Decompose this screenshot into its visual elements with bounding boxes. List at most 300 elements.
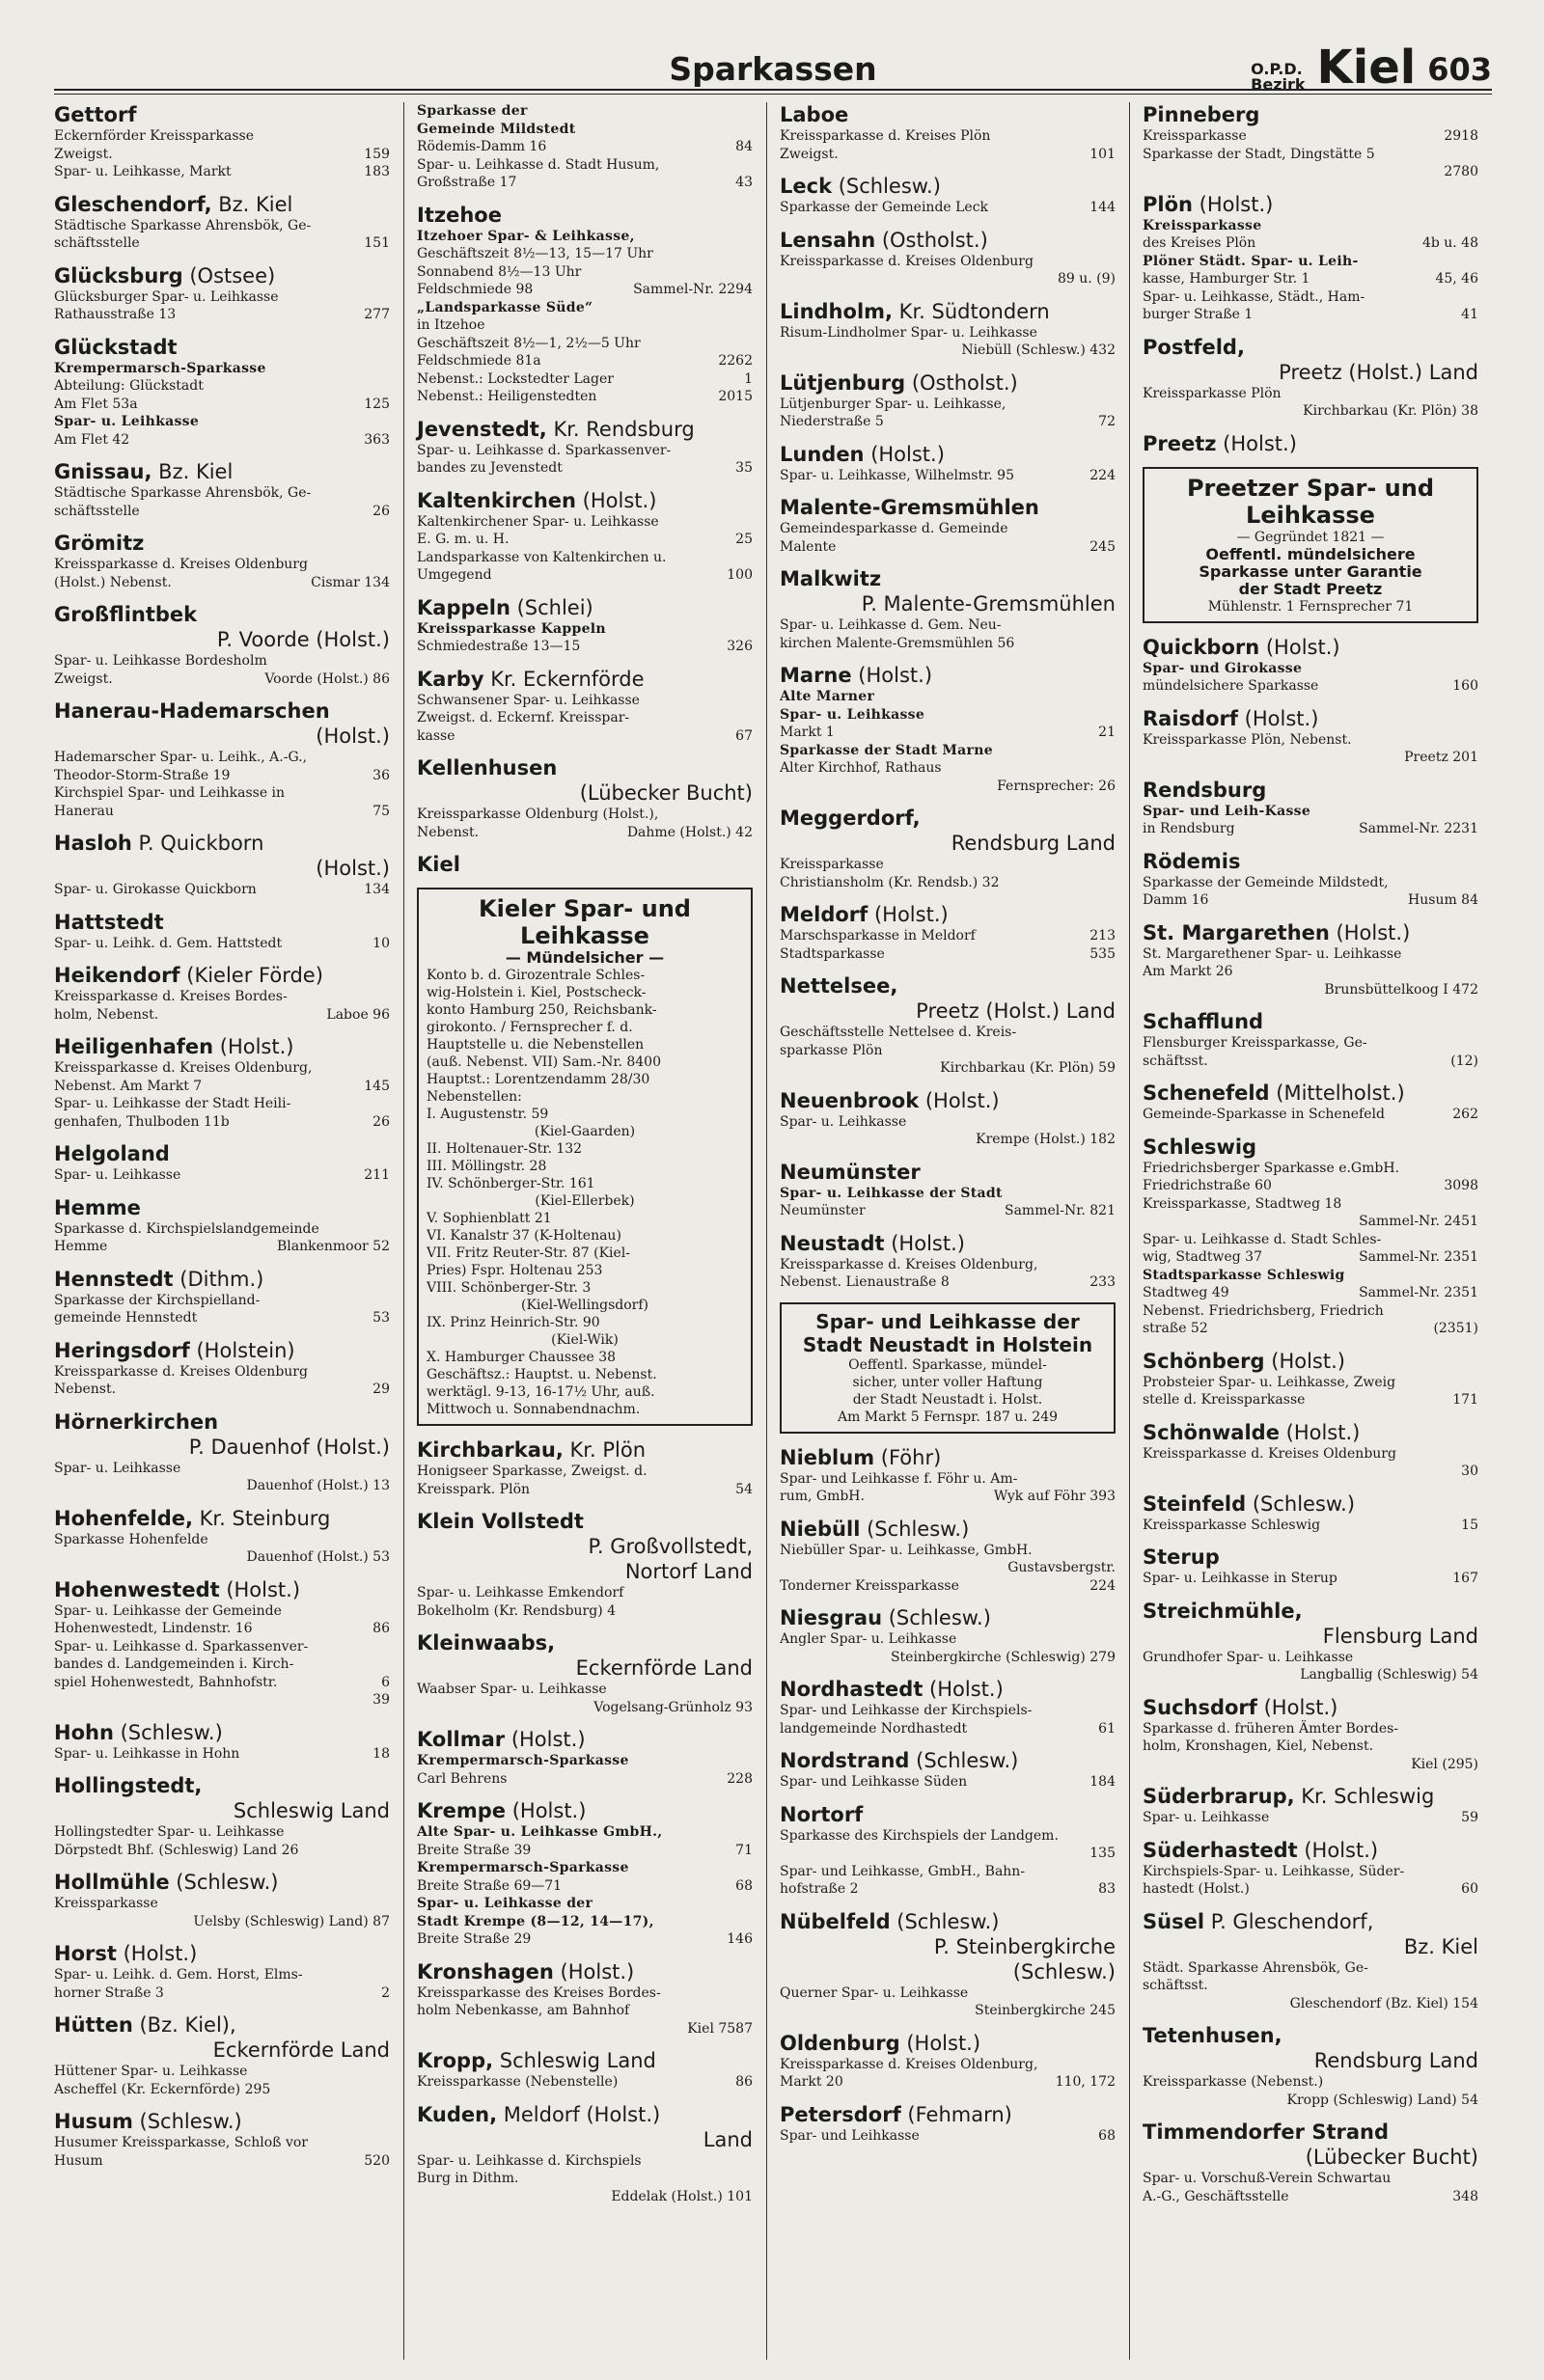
directory-entry — [54, 102, 390, 181]
directory-entry — [54, 263, 390, 324]
bank-listing-line — [780, 199, 1116, 217]
advertisement-line — [1152, 581, 1469, 598]
advertisement-box-entry — [1143, 467, 1478, 623]
bank-text: Christiansholm (Kr. Rendsb.) 32 — [780, 874, 1000, 890]
place-heading — [1143, 102, 1478, 127]
directory-entry — [780, 663, 1116, 795]
directory-entry — [780, 2031, 1116, 2092]
bank-text: Spar- u. Leihkasse d. Sparkassenver- — [417, 442, 672, 458]
phone-number: 101 — [1089, 146, 1116, 162]
bank-listing-line — [54, 670, 390, 689]
bank-listing-line — [54, 1966, 390, 1984]
place-qualifier: (Ostholst.) — [875, 228, 988, 252]
page-title: Sparkassen — [669, 50, 877, 88]
phone-number: 72 — [1098, 414, 1116, 429]
bank-listing-line — [1143, 660, 1478, 678]
place-qualifier: (Schlesw.) — [113, 1720, 223, 1744]
place-heading — [54, 963, 390, 988]
place-heading — [1143, 778, 1478, 803]
bank-listing-line — [54, 396, 390, 414]
bank-listing-line — [417, 1752, 753, 1770]
place-name: Hennstedt — [54, 1267, 174, 1291]
place-heading — [780, 1160, 1116, 1185]
place-qualifier: (Holst.) — [1256, 1695, 1338, 1719]
bank-text: Glücksburger Spar- u. Leihkasse — [54, 288, 279, 305]
advertisement-line — [427, 1279, 743, 1297]
advertisement-line — [789, 1409, 1106, 1426]
bank-listing-line — [1143, 253, 1478, 271]
directory-entry — [1143, 1545, 1478, 1588]
phone-number: 183 — [364, 164, 390, 179]
bank-text: kasse, Hamburger Str. 1 — [1143, 271, 1310, 287]
advertisement-text: — Gegründet 1821 — — [1236, 529, 1385, 545]
place-name: Hattstedt — [54, 910, 164, 934]
bank-text: schäftsst. — [1143, 1978, 1208, 1993]
directory-entry — [780, 1160, 1116, 1220]
advertisement-line — [1152, 598, 1469, 616]
bank-listing-line — [417, 806, 753, 824]
bank-text: horner Straße 3 — [54, 1984, 164, 2001]
advertisement-box-entry — [780, 1302, 1116, 1434]
advertisement-text: girokonto. / Fernsprecher f. d. — [427, 1020, 633, 1035]
advertisement-text: (Kiel-Gaarden) — [534, 1124, 636, 1139]
bank-listing-line — [54, 1531, 390, 1549]
bank-listing-line — [1143, 1570, 1478, 1588]
bank-text: Kirchspiels-Spar- u. Leihkasse, Süder- — [1143, 1863, 1405, 1879]
place-qualifier: (Ostsee) — [182, 263, 276, 287]
place-name: Oldenburg — [780, 2031, 900, 2055]
bank-text: Kreissparkasse d. Kreises Oldenburg, — [780, 2056, 1038, 2072]
place-heading — [780, 370, 1116, 396]
bank-listing-line — [780, 538, 1116, 557]
bank-listing-line — [1143, 306, 1478, 324]
place-qualifier: (Dithm.) — [173, 1267, 264, 1291]
bank-listing-line — [1143, 402, 1478, 421]
bank-text: Feldschmiede 98 — [417, 282, 534, 297]
place-postal-area: P. Malente-Gremsmühlen — [861, 592, 1116, 616]
bank-listing-line — [417, 549, 753, 567]
bank-listing-line — [780, 1113, 1116, 1132]
place-heading — [54, 831, 390, 881]
place-qualifier: Schleswig Land — [493, 2049, 656, 2072]
bank-text: (Holst.) Nebenst. — [54, 574, 172, 590]
place-qualifier: (Schlei) — [510, 595, 593, 619]
bank-text: Kreissparkasse d. Kreises Oldenburg — [780, 253, 1034, 269]
bank-text: Spar- u. Leihkasse der Gemeinde — [54, 1602, 282, 1619]
bank-listing-line — [54, 652, 390, 670]
bank-listing-line — [417, 245, 753, 263]
phone-number: 35 — [735, 460, 753, 476]
bank-listing-line — [54, 1913, 390, 1931]
bank-text: Kreissparkasse — [1143, 128, 1247, 144]
place-qualifier: Kr. Schleswig — [1294, 1785, 1435, 1808]
bank-text: wig, Stadtweg 37 — [1143, 1249, 1262, 1265]
place-name: Kappeln — [417, 595, 510, 619]
bank-text: Malente — [780, 538, 837, 555]
bank-listing-line — [1143, 945, 1478, 964]
bank-text: Kreissparkasse d. Kreises Oldenburg, — [780, 1256, 1038, 1272]
place-qualifier: Kr. Rendsburg — [546, 417, 695, 441]
bank-text: Kreissparkasse d. Kreises Oldenburg, — [54, 1060, 313, 1076]
bank-text: Kreissparkasse d. Kreises Oldenburg — [54, 1363, 308, 1380]
bank-text: Sparkasse d. Kirchspielslandgemeinde — [54, 1220, 319, 1237]
bank-listing-line — [417, 299, 753, 317]
column-1 — [54, 102, 390, 2180]
place-heading — [54, 459, 390, 484]
advertisement-title: Preetzer Spar- und Leihkasse — [1186, 474, 1435, 529]
place-heading — [1143, 1009, 1478, 1034]
place-heading — [417, 417, 753, 442]
bank-listing-line — [780, 342, 1116, 360]
bank-text: Hademarscher Spar- u. Leihk., A.-G., — [54, 750, 308, 765]
bank-listing-line — [780, 2002, 1116, 2020]
place-heading — [780, 566, 1116, 616]
phone-number: Sammel-Nr. 2451 — [1359, 1214, 1478, 1229]
advertisement-text: IV. Schönberger-Str. 161 — [427, 1176, 595, 1191]
directory-entry — [54, 335, 390, 450]
bank-text: Spar- u. Leihkasse — [780, 706, 925, 723]
place-heading — [417, 1630, 753, 1681]
bank-text: Sparkasse der Stadt, Dingstätte 5 — [1143, 146, 1375, 162]
bank-listing-line — [417, 335, 753, 353]
place-heading — [54, 102, 390, 127]
bank-listing-line — [780, 1185, 1116, 1203]
phone-number: Dahme (Holst.) 42 — [626, 824, 753, 840]
bank-text: Sparkasse der Stadt Marne — [780, 742, 993, 758]
bank-text: Itzehoer Spar- & Leihkasse, — [417, 228, 635, 244]
bank-text: Neumünster — [780, 1203, 866, 1218]
bank-text: St. Margarethener Spar- u. Leihkasse — [1143, 945, 1402, 962]
bank-text: Geschäftszeit 8½—13, 15—17 Uhr — [417, 246, 653, 261]
place-postal-area-2: Nortorf Land — [624, 1560, 753, 1583]
bank-listing-line — [1143, 891, 1478, 910]
bank-text: A.-G., Geschäftsstelle — [1143, 2188, 1289, 2204]
place-name: Helgoland — [54, 1142, 170, 1165]
directory-entry — [1143, 1081, 1478, 1124]
bank-text: landgemeinde Nordhastedt — [780, 1720, 968, 1737]
bank-text: in Rendsburg — [1143, 821, 1235, 836]
bank-listing-line — [417, 824, 753, 842]
place-heading — [54, 698, 390, 749]
place-name: Hohenfelde, — [54, 1506, 193, 1530]
directory-entry — [417, 1798, 753, 1949]
bank-text: genhafen, Thulboden 11b — [54, 1113, 230, 1130]
place-qualifier: (Holst.) — [1192, 192, 1274, 216]
place-heading — [1143, 1491, 1478, 1517]
bank-text: Kreissparkasse Schleswig — [1143, 1517, 1321, 1533]
advertisement-line — [427, 949, 743, 967]
bank-listing-line — [780, 856, 1116, 874]
place-qualifier: (Fehmarn) — [900, 2102, 1012, 2126]
place-postal-area: Flensburg Land — [1322, 1624, 1478, 1648]
bank-listing-line — [1143, 1463, 1478, 1481]
place-heading — [417, 2102, 753, 2152]
advertisement-text: VI. Kanalstr 37 (K-Holtenau) — [427, 1228, 621, 1244]
place-heading — [54, 1506, 390, 1531]
place-name: Schenefeld — [1143, 1081, 1270, 1105]
place-heading — [54, 192, 390, 217]
directory-entry — [54, 1195, 390, 1256]
bank-listing-line — [417, 459, 753, 478]
bank-text: Spar- u. Leihkasse d. Stadt Husum, — [417, 156, 660, 173]
phone-number: Cismar 134 — [311, 574, 390, 590]
bank-listing-line — [1143, 1649, 1478, 1667]
place-name: Lindholm, — [780, 299, 893, 323]
bank-listing-line — [1143, 1320, 1478, 1338]
place-qualifier: (Bz. Kiel), — [132, 2013, 236, 2037]
bank-listing-line — [54, 146, 390, 164]
bank-listing-line — [1143, 874, 1478, 892]
place-qualifier: (Holst.) — [919, 1088, 1000, 1112]
directory-entry — [417, 1437, 753, 1498]
directory-entry — [780, 1909, 1116, 2020]
bank-text: Flensburger Kreissparkasse, Ge- — [1143, 1035, 1367, 1051]
bank-listing-line — [54, 1548, 390, 1567]
phone-number: Krempe (Holst.) 182 — [976, 1132, 1116, 1147]
bank-listing-line — [417, 442, 753, 460]
place-name: Neuenbrook — [780, 1088, 920, 1112]
place-qualifier: (Holst.) — [851, 664, 933, 687]
bank-listing-line — [54, 2081, 390, 2099]
bank-listing-line — [417, 620, 753, 639]
bank-text: Städtische Sparkasse Ahrensbök, Ge- — [54, 217, 312, 233]
advertisement-text: Mühlenstr. 1 Fernsprecher 71 — [1207, 598, 1414, 615]
place-heading — [1143, 2023, 1478, 2073]
directory-entry — [417, 595, 753, 656]
bank-text: Kreissparkasse d. Kreises Plön — [780, 128, 991, 144]
advertisement-line — [427, 1053, 743, 1071]
bank-listing-line — [1143, 270, 1478, 288]
place-name: Niesgrau — [780, 1606, 883, 1629]
bank-listing-line — [1143, 1666, 1478, 1684]
directory-entry — [417, 667, 753, 746]
advertisement-line — [427, 1123, 743, 1140]
advertisement-box — [417, 888, 753, 1426]
phone-number: Vogelsang-Grünholz 93 — [593, 1699, 753, 1715]
bank-listing-line — [417, 566, 753, 585]
phone-number: Wyk auf Föhr 393 — [993, 1489, 1116, 1504]
directory-entry — [54, 192, 390, 253]
bank-listing-line — [54, 784, 390, 803]
bank-listing-line — [780, 1488, 1116, 1506]
phone-number: Laboe 96 — [326, 1006, 390, 1023]
bank-text: Spar- u. Leihkasse d. Kirchspiels — [417, 2152, 642, 2169]
phone-number: Sammel-Nr. 2294 — [633, 282, 753, 297]
bank-listing-line — [1143, 1160, 1478, 1178]
place-qualifier: Bz. Kiel — [152, 460, 234, 483]
bank-text: Kreissparkasse d. Kreises Bordes- — [54, 989, 288, 1004]
directory-entry — [780, 1605, 1116, 1666]
place-heading — [417, 852, 753, 877]
bank-text: Lütjenburger Spar- u. Leihkasse, — [780, 396, 1006, 412]
directory-entry — [780, 1231, 1116, 1292]
bezirk-label: Bezirk — [1251, 75, 1306, 94]
bank-text: Querner Spar- u. Leihkasse — [780, 1984, 969, 2001]
bank-text: Spar- u. Leihkasse in Hohn — [54, 1745, 240, 1762]
bank-text: Gemeinde Mildstedt — [417, 121, 576, 137]
directory-entry — [54, 1506, 390, 1567]
bank-text: Spar- u. Leihkasse der — [417, 1896, 593, 1911]
bank-text: Kreissparkasse (Nebenst.) — [1143, 2074, 1324, 2090]
place-name: Hollingstedt, — [54, 1774, 203, 1797]
bank-listing-line — [1143, 217, 1478, 235]
place-qualifier: P. Gleschendorf, — [1204, 1909, 1374, 1933]
phone-number: 211 — [364, 1167, 390, 1183]
bank-text: Tonderner Kreissparkasse — [780, 1577, 959, 1594]
bank-text: Kreissparkasse des Kreises Bordes- — [417, 1984, 661, 2001]
bank-listing-line — [54, 1460, 390, 1478]
bank-text: Städtische Sparkasse Ahrensbök, Ge- — [54, 485, 312, 501]
bank-listing-line — [1143, 163, 1478, 181]
bank-listing-line — [780, 616, 1116, 635]
place-heading — [417, 488, 753, 513]
phone-number: 6 — [381, 1674, 390, 1690]
phone-number: 83 — [1098, 1881, 1116, 1897]
place-name: Steinfeld — [1143, 1491, 1247, 1516]
advertisement-text: sicher, unter voller Haftung — [852, 1374, 1043, 1390]
place-name: Preetz — [1143, 431, 1217, 455]
phone-number: 36 — [372, 767, 390, 783]
advertisement-line — [427, 1088, 743, 1106]
bank-text: Dörpstedt Bhf. (Schleswig) Land 26 — [54, 1842, 299, 1858]
directory-entry — [1143, 706, 1478, 767]
bank-text: Spar- u. Leihk. d. Gem. Hattstedt — [54, 935, 283, 951]
bank-listing-line — [1143, 1195, 1478, 1214]
bank-listing-line — [54, 1363, 390, 1381]
bank-listing-line — [1143, 803, 1478, 821]
bank-text: Zweigst. — [780, 146, 839, 162]
phone-number: 61 — [1098, 1720, 1116, 1737]
bank-listing-line — [417, 1842, 753, 1860]
advertisement-line — [1152, 563, 1469, 581]
bank-listing-line — [417, 1584, 753, 1602]
directory-entry — [417, 2102, 753, 2206]
bank-listing-line — [780, 1577, 1116, 1596]
place-heading — [780, 174, 1116, 199]
place-name: Schafflund — [1143, 1010, 1264, 1033]
bank-text: Rödemis-Damm 16 — [417, 139, 547, 154]
bank-listing-line — [1143, 1809, 1478, 1827]
place-qualifier: (Holst.) — [553, 1959, 635, 1983]
directory-entry — [417, 203, 753, 406]
directory-entry — [417, 852, 753, 877]
place-postal-area: P. Großvollstedt, — [588, 1535, 753, 1558]
bank-listing-line — [1143, 146, 1478, 164]
bank-text: Sparkasse d. früheren Ämter Bordes- — [1143, 1720, 1399, 1737]
bank-listing-line — [54, 1674, 390, 1692]
bank-listing-line — [1143, 1995, 1478, 2013]
place-heading — [780, 1909, 1116, 1984]
place-heading — [417, 1798, 753, 1823]
place-heading — [780, 2031, 1116, 2056]
place-heading — [417, 1959, 753, 1984]
advertisement-text: Hauptst.: Lorentzendamm 28/30 — [427, 1072, 650, 1087]
directory-entry — [54, 2109, 390, 2170]
place-name: Nieblum — [780, 1445, 875, 1469]
directory-entry — [417, 1727, 753, 1788]
place-name: Nordstrand — [780, 1749, 910, 1772]
place-heading — [1143, 431, 1478, 456]
header-rule-thin — [54, 94, 1492, 95]
place-heading — [780, 1445, 1116, 1470]
bank-text: Kreissparkasse (Nebenstelle) — [417, 2074, 619, 2090]
bank-listing-line — [54, 988, 390, 1006]
phone-number: 160 — [1452, 678, 1478, 694]
phone-number: 233 — [1089, 1274, 1116, 1290]
advertisement-line — [427, 1140, 743, 1158]
advertisement-line — [427, 984, 743, 1001]
phone-number: (2351) — [1433, 1321, 1478, 1336]
advertisement-text: wig-Holstein i. Kiel, Postscheck- — [427, 985, 647, 1000]
place-heading — [780, 1605, 1116, 1630]
bank-text: Kreissparkasse — [54, 1896, 158, 1911]
place-qualifier: (Schlesw.) — [909, 1749, 1019, 1772]
bank-listing-line — [54, 1381, 390, 1399]
place-name: Kuden, — [417, 2102, 498, 2126]
bank-text: hofstraße 2 — [780, 1881, 859, 1897]
bank-listing-line — [54, 1691, 390, 1710]
bank-listing-line — [54, 1477, 390, 1495]
bank-text: Hüttener Spar- u. Leihkasse — [54, 2064, 248, 2079]
bank-listing-line — [1143, 1231, 1478, 1249]
place-name: Timmendorfer Strand — [1143, 2120, 1390, 2144]
phone-number: 39 — [372, 1692, 390, 1708]
place-heading — [780, 102, 1116, 127]
bank-listing-line — [54, 1238, 390, 1256]
directory-entry — [780, 973, 1116, 1078]
place-qualifier: (Schlesw.) — [169, 1871, 279, 1894]
bank-text: burger Straße 1 — [1143, 307, 1254, 322]
advertisement-line — [427, 1262, 743, 1279]
bank-text: mündelsichere Sparkasse — [1143, 678, 1319, 694]
bank-text: Grundhofer Spar- u. Leihkasse — [1143, 1649, 1354, 1665]
bank-listing-line — [54, 1823, 390, 1842]
place-qualifier: (Holst.) — [505, 1728, 586, 1751]
region-name: Kiel — [1316, 41, 1417, 95]
bank-listing-line — [780, 1827, 1116, 1846]
place-heading — [1143, 1135, 1478, 1160]
bank-text: E. G. m. u. H. — [417, 532, 510, 547]
place-qualifier: (Holst.) — [219, 1577, 301, 1601]
advertisement-title: Spar- und Leihkasse der Stadt Neustadt in Holstein — [802, 1309, 1093, 1356]
bank-text: Zweigst. — [54, 146, 113, 162]
bank-listing-line — [780, 324, 1116, 342]
bank-text: Sparkasse Hohenfelde — [54, 1531, 208, 1547]
directory-entry — [1143, 1838, 1478, 1899]
advertisement-line — [427, 967, 743, 984]
place-heading — [54, 1941, 390, 1966]
bank-listing-line — [1143, 1302, 1478, 1321]
bank-text: bandes zu Jevenstedt — [417, 460, 563, 476]
bank-listing-line — [417, 2188, 753, 2206]
advertisement-line — [789, 1374, 1106, 1391]
bank-listing-line — [780, 1024, 1116, 1042]
phone-number: 1 — [744, 370, 753, 387]
bank-text: in Itzehoe — [417, 317, 485, 333]
bank-listing-line — [54, 749, 390, 767]
directory-entry — [1143, 102, 1478, 181]
place-qualifier: (Schlesw.) — [1246, 1491, 1356, 1516]
bank-text: Spar- u. Leihkasse Bordesholm — [54, 653, 267, 669]
place-name: Streichmühle, — [1143, 1599, 1303, 1623]
bank-listing-line — [780, 270, 1116, 288]
bank-text: schäftsst. — [1143, 1053, 1208, 1069]
phone-number: 363 — [364, 431, 390, 448]
bank-text: Spar- und Leihkasse Süden — [780, 1774, 968, 1790]
place-name: Neustadt — [780, 1231, 885, 1255]
bank-text: Spar- u. Girokasse Quickborn — [54, 882, 257, 897]
place-name: Schleswig — [1143, 1135, 1257, 1159]
